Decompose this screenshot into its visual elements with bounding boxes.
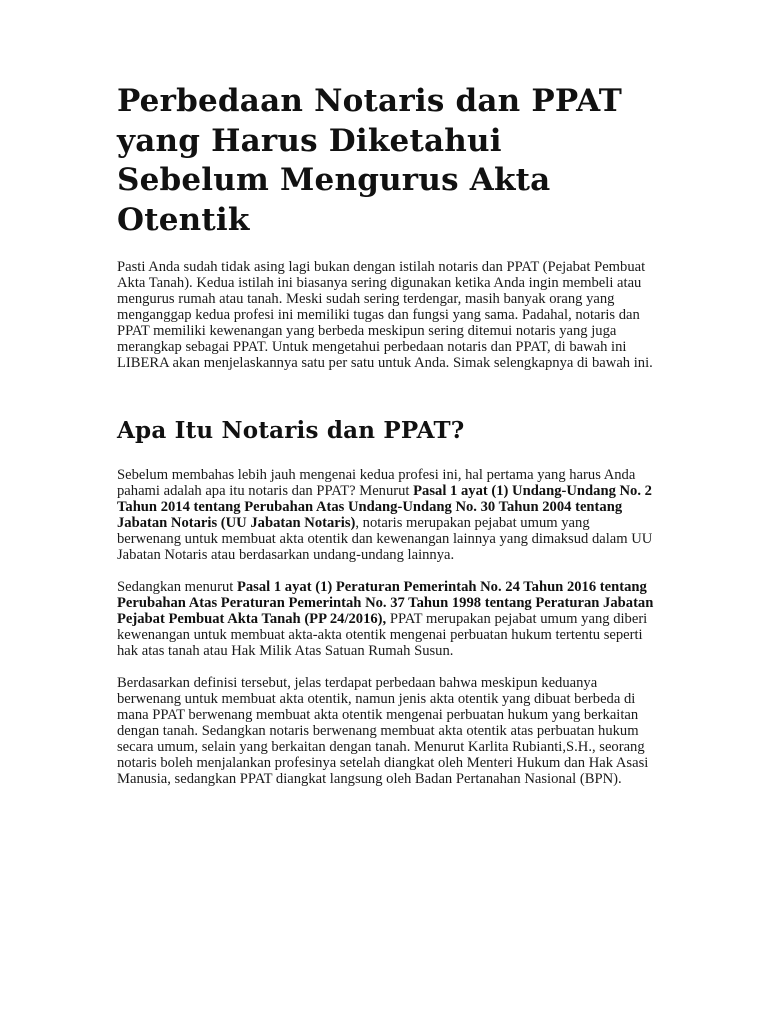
article-title: Perbedaan Notaris dan PPAT yang Harus Diketahui Sebelum Mengurus Akta Otentik: [117, 83, 622, 238]
law-citation: Pasal 1 ayat (1) Undang-Undang No. 2 Tahun 2014 tentang Perubahan Atas Undang-Undang No. 30 Tahun 2004 tentang Jabatan Notaris (UU Jabatan Notaris): [117, 483, 652, 531]
paragraph-text: PPAT merupakan pejabat umum yang diberi kewenangan untuk membuat akta-akta otentik mengenai perbuatan hukum tertentu seperti hak atas tanah atau Hak Milik Atas Satuan Rumah Susun.: [117, 611, 648, 659]
intro-paragraph: Pasti Anda sudah tidak asing lagi bukan dengan istilah notaris dan PPAT (Pejabat Pembuat Akta Tanah). Kedua istilah ini biasanya sering digunakan ketika Anda ingin membeli atau mengurus rumah atau tanah. Meski sudah sering terdengar, masih banyak orang yang menganggap kedua profesi ini memiliki tugas dan fungsi yang sama. Padahal, notaris dan PPAT memiliki kewenangan yang berbeda meskipun sering ditemui notaris yang juga merangkap sebagai PPAT. Untuk mengetahui perbedaan notaris dan PPAT, di bawah ini LIBERA akan menjelaskannya satu per satu untuk Anda. Simak selengkapnya di bawah ini.: [117, 259, 653, 371]
law-citation: Pasal 1 ayat (1) Peraturan Pemerintah No. 24 Tahun 2016 tentang Perubahan Atas Peraturan Pemerintah No. 37 Tahun 1998 tentang Peraturan Jabatan Pejabat Pembuat Akta Tanah (PP 24/2016),: [117, 579, 654, 627]
difference-paragraph: Berdasarkan definisi tersebut, jelas terdapat perbedaan bahwa meskipun keduanya berwenang untuk membuat akta otentik, namun jenis akta otentik yang dibuat berbeda di mana PPAT berwenang membuat akta otentik mengenai perbuatan hukum yang berkaitan dengan tanah. Sedangkan notaris berwenang membuat akta otentik atas perbuatan hukum secara umum, selain yang berkaitan dengan tanah. Menurut Karlita Rubianti,S.H., seorang notaris boleh menjalankan profesinya setelah diangkat oleh Menteri Hukum dan Hak Asasi Manusia, sedangkan PPAT diangkat langsung oleh Badan Pertanahan Nasional (BPN).: [117, 675, 649, 787]
notaris-definition-paragraph: [117, 467, 657, 563]
section-heading: Apa Itu Notaris dan PPAT?: [117, 417, 465, 444]
paragraph-text: Sedangkan menurut: [117, 579, 237, 595]
paragraph-text: , notaris merupakan pejabat umum yang berwenang untuk membuat akta otentik dan kewenangan lainnya yang dimaksud dalam UU Jabatan Notaris atau berdasarkan undang-undang lainnya.: [117, 515, 653, 563]
article-body: [117, 82, 657, 787]
paragraph-text: Sebelum membahas lebih jauh mengenai kedua profesi ini, hal pertama yang harus Anda pahami adalah apa itu notaris dan PPAT? Menurut: [117, 467, 636, 499]
ppat-definition-paragraph: [117, 579, 657, 659]
